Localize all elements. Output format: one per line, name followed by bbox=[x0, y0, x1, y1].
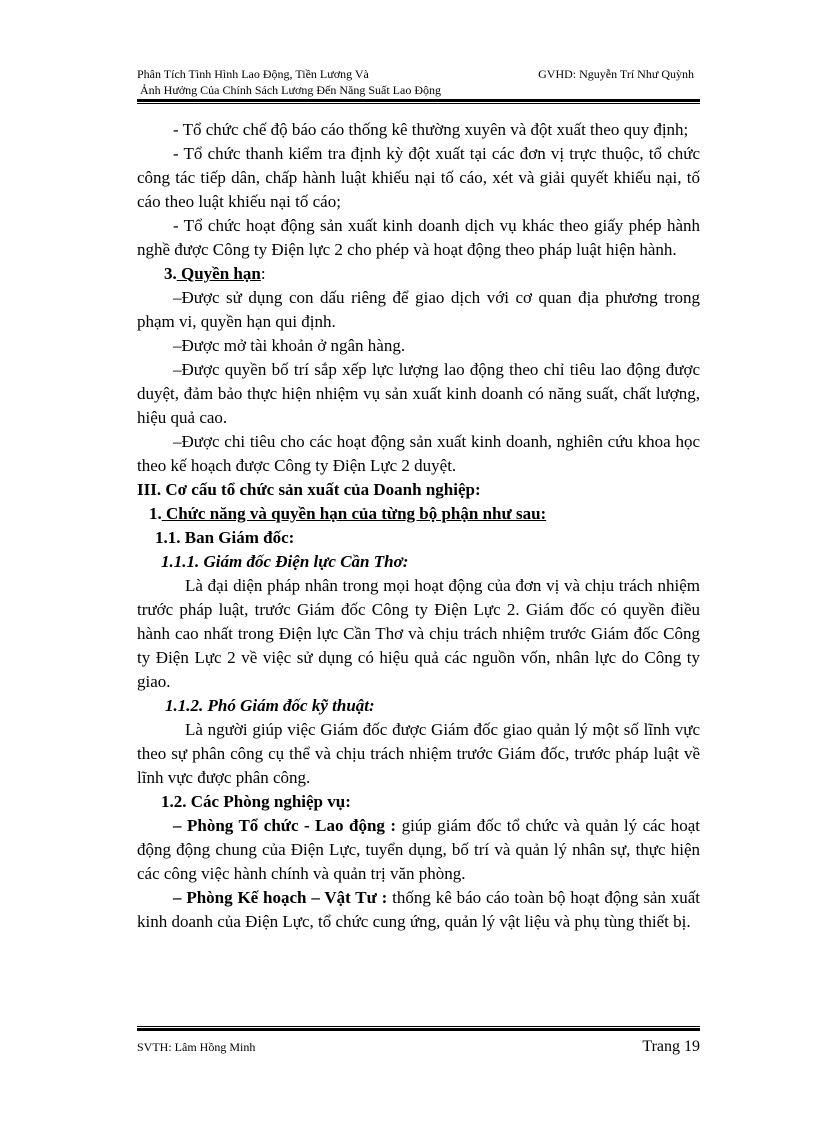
heading-section-3: III. Cơ cấu tổ chức sản xuất của Doanh nghiệp: bbox=[137, 480, 481, 499]
header-title-line2: Ảnh Hưởng Của Chính Sách Lương Đến Năng Suất Lao Động bbox=[140, 83, 441, 97]
paragraph-inspection: - Tổ chức thanh kiểm tra định kỳ đột xuất tại các đơn vị trực thuộc, tổ chức công tác tiếp dân, chấp hành luật khiếu nại tố cáo, xét và giải quyết khiếu nại, tố cáo theo luật khiếu nại tố cáo; bbox=[137, 144, 700, 211]
planning-department-label: – Phòng Kế hoạch – Vật Tư : bbox=[173, 888, 388, 907]
paragraph-hr-department bbox=[137, 814, 700, 886]
paragraph-labor: –Được quyền bố trí sắp xếp lực lượng lao động theo chỉ tiêu lao động được duyệt, đảm bảo thực hiện nhiệm vụ sản xuất kinh doanh có năng suất, chất lượng, hiệu quả cao. bbox=[137, 360, 700, 427]
hr-department-label: – Phòng Tổ chức - Lao động : bbox=[173, 816, 397, 835]
footer-rule-thick bbox=[137, 1028, 700, 1031]
header-title-line1: Phân Tích Tình Hình Lao Động, Tiền Lương Và bbox=[137, 67, 369, 81]
paragraph-business: - Tổ chức hoạt động sản xuất kinh doanh dịch vụ khác theo giấy phép hành nghề được Công ty Điện lực 2 cho phép và hoạt động theo pháp luật hiện hành. bbox=[137, 216, 700, 259]
header-rule-thick bbox=[137, 99, 700, 102]
heading-departments: 1.2. Các Phòng nghiệp vụ: bbox=[161, 792, 351, 811]
page-number: Trang 19 bbox=[642, 1038, 700, 1055]
header-rule-thin bbox=[137, 103, 700, 104]
heading-quyen-han-colon: : bbox=[260, 264, 266, 283]
planning-department-text: thống kê báo cáo toàn bộ hoạt động sản xuất kinh doanh của Điện Lực, tổ chức cung ứng, quản lý vật liệu và phụ tùng thiết bị. bbox=[137, 888, 700, 931]
paragraph-report: - Tổ chức chế độ báo cáo thống kê thường xuyên và đột xuất theo quy định; bbox=[173, 120, 689, 139]
page-header bbox=[137, 66, 700, 98]
page-footer bbox=[137, 1038, 700, 1058]
paragraph-seal: –Được sử dụng con dấu riêng để giao dịch với cơ quan địa phương trong phạm vi, quyền hạn qui định. bbox=[137, 288, 700, 331]
heading-director: 1.1.1. Giám đốc Điện lực Cần Thơ: bbox=[161, 552, 409, 571]
heading-board-of-directors: 1.1. Ban Giám đốc: bbox=[155, 528, 295, 547]
hr-department-text: giúp giám đốc tổ chức và quản lý các hoạt động động chung của Điện Lực, tuyển dụng, bố trí và quản lý nhân sự, thực hiện các công việc hành chính và quản trị văn phòng. bbox=[137, 816, 700, 883]
header-rule bbox=[137, 99, 700, 105]
heading-quyen-han-label: Quyền hạn bbox=[176, 264, 261, 283]
paragraph-bank-account: –Được mở tài khoản ở ngân hàng. bbox=[173, 336, 406, 355]
heading-functions-label: Chức năng và quyền hạn của từng bộ phận như sau: bbox=[161, 504, 547, 523]
heading-deputy-director: 1.1.2. Phó Giám đốc kỹ thuật: bbox=[165, 696, 375, 715]
heading-functions-number: 1. bbox=[149, 504, 162, 523]
paragraph-director: Là đại diện pháp nhân trong mọi hoạt động của đơn vị và chịu trách nhiệm trước pháp luật, trước Giám đốc Công ty Điện Lực 2. Giám đốc có quyền điều hành cao nhất trong Điện lực Cần Thơ và chịu trách nhiệm trước Giám đốc Công ty Điện Lực 2 về việc sử dụng có hiệu quả các nguồn vốn, nhân lực do Công ty giao. bbox=[137, 576, 700, 691]
paragraph-deputy-director: Là người giúp việc Giám đốc được Giám đốc giao quản lý một số lĩnh vực theo sự phân công cụ thể và chịu trách nhiệm trước Giám đốc, trước pháp luật về lĩnh vực được phân công. bbox=[137, 720, 700, 787]
footer-rule-thin bbox=[137, 1026, 700, 1027]
paragraph-spending: –Được chi tiêu cho các hoạt động sản xuất kinh doanh, nghiên cứu khoa học theo kế hoạch được Công ty Điện Lực 2 duyệt. bbox=[137, 432, 700, 475]
header-advisor: GVHD: Nguyễn Trí Như Quỳnh bbox=[538, 67, 694, 81]
heading-quyen-han bbox=[137, 262, 700, 286]
heading-functions bbox=[137, 502, 700, 526]
heading-quyen-han-number: 3. bbox=[164, 264, 177, 283]
footer-student: SVTH: Lâm Hồng Minh bbox=[137, 1040, 256, 1054]
footer-rule bbox=[137, 1026, 700, 1032]
paragraph-planning-department bbox=[137, 886, 700, 934]
header-title bbox=[137, 66, 441, 98]
page-content bbox=[137, 118, 700, 934]
